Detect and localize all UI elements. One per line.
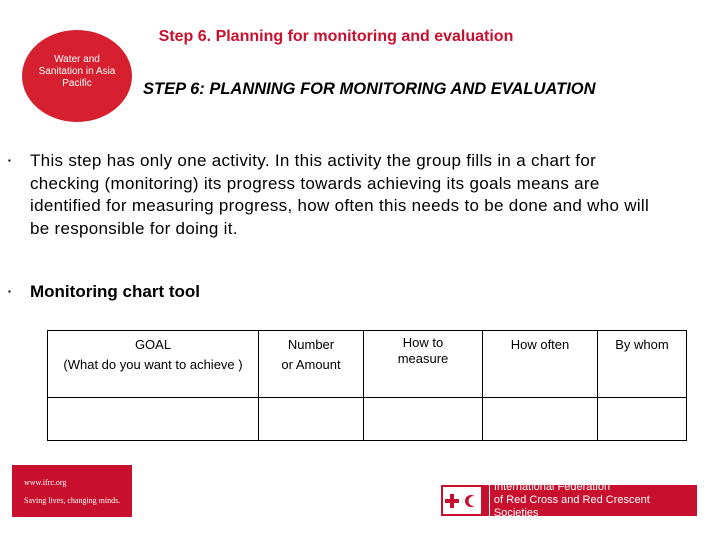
column-title: How often [510, 337, 570, 352]
footer-left-band [12, 465, 132, 517]
bullet-icon: ▪ [8, 156, 11, 165]
column-subtitle: (What do you want to achieve ) [63, 357, 243, 372]
column-title: How to measure [397, 335, 449, 366]
red-crescent-icon [464, 494, 478, 508]
column-header-goal [48, 331, 259, 398]
ifrc-name [489, 481, 697, 520]
column-header-amount [259, 331, 364, 398]
table-header-row [48, 331, 687, 398]
table-row [48, 398, 687, 441]
program-badge [22, 30, 132, 122]
table-cell[interactable] [259, 398, 364, 441]
slide-title: STEP 6: PLANNING FOR MONITORING AND EVALUATION [143, 80, 596, 98]
table-cell[interactable] [483, 398, 598, 441]
table-cell[interactable] [48, 398, 259, 441]
ifrc-logo [441, 481, 697, 519]
monitoring-chart-table [47, 330, 687, 441]
column-header-responsible [598, 331, 687, 398]
website-link[interactable]: www.ifrc.org [24, 478, 67, 487]
ifrc-name-line1: International Federation [493, 481, 611, 493]
column-title: Number or Amount [281, 337, 341, 372]
table-cell[interactable] [598, 398, 687, 441]
column-header-measure [364, 331, 483, 398]
ifrc-name-line2: of Red Cross and Red Crescent Societies [493, 494, 650, 519]
tagline: Saving lives, changing minds. [24, 496, 121, 505]
red-cross-icon [445, 494, 459, 508]
column-header-frequency [483, 331, 598, 398]
emblems [443, 487, 481, 514]
bullet-icon: ▪ [8, 287, 11, 296]
column-title: GOAL [134, 337, 172, 352]
tool-heading: Monitoring chart tool [30, 282, 200, 301]
step-description: This step has only one activity. In this activity the group fills in a chart for checking (monitoring) its progress towards achieving its goals means are identified for measuring progress, how often this needs to be done and who will be responsible for doing it. [30, 151, 650, 238]
program-badge-text: Water and Sanitation in Asia Pacific [38, 54, 116, 89]
table-cell[interactable] [364, 398, 483, 441]
header-title: Step 6. Planning for monitoring and evaluation [158, 28, 514, 45]
column-title: By whom [615, 337, 669, 352]
